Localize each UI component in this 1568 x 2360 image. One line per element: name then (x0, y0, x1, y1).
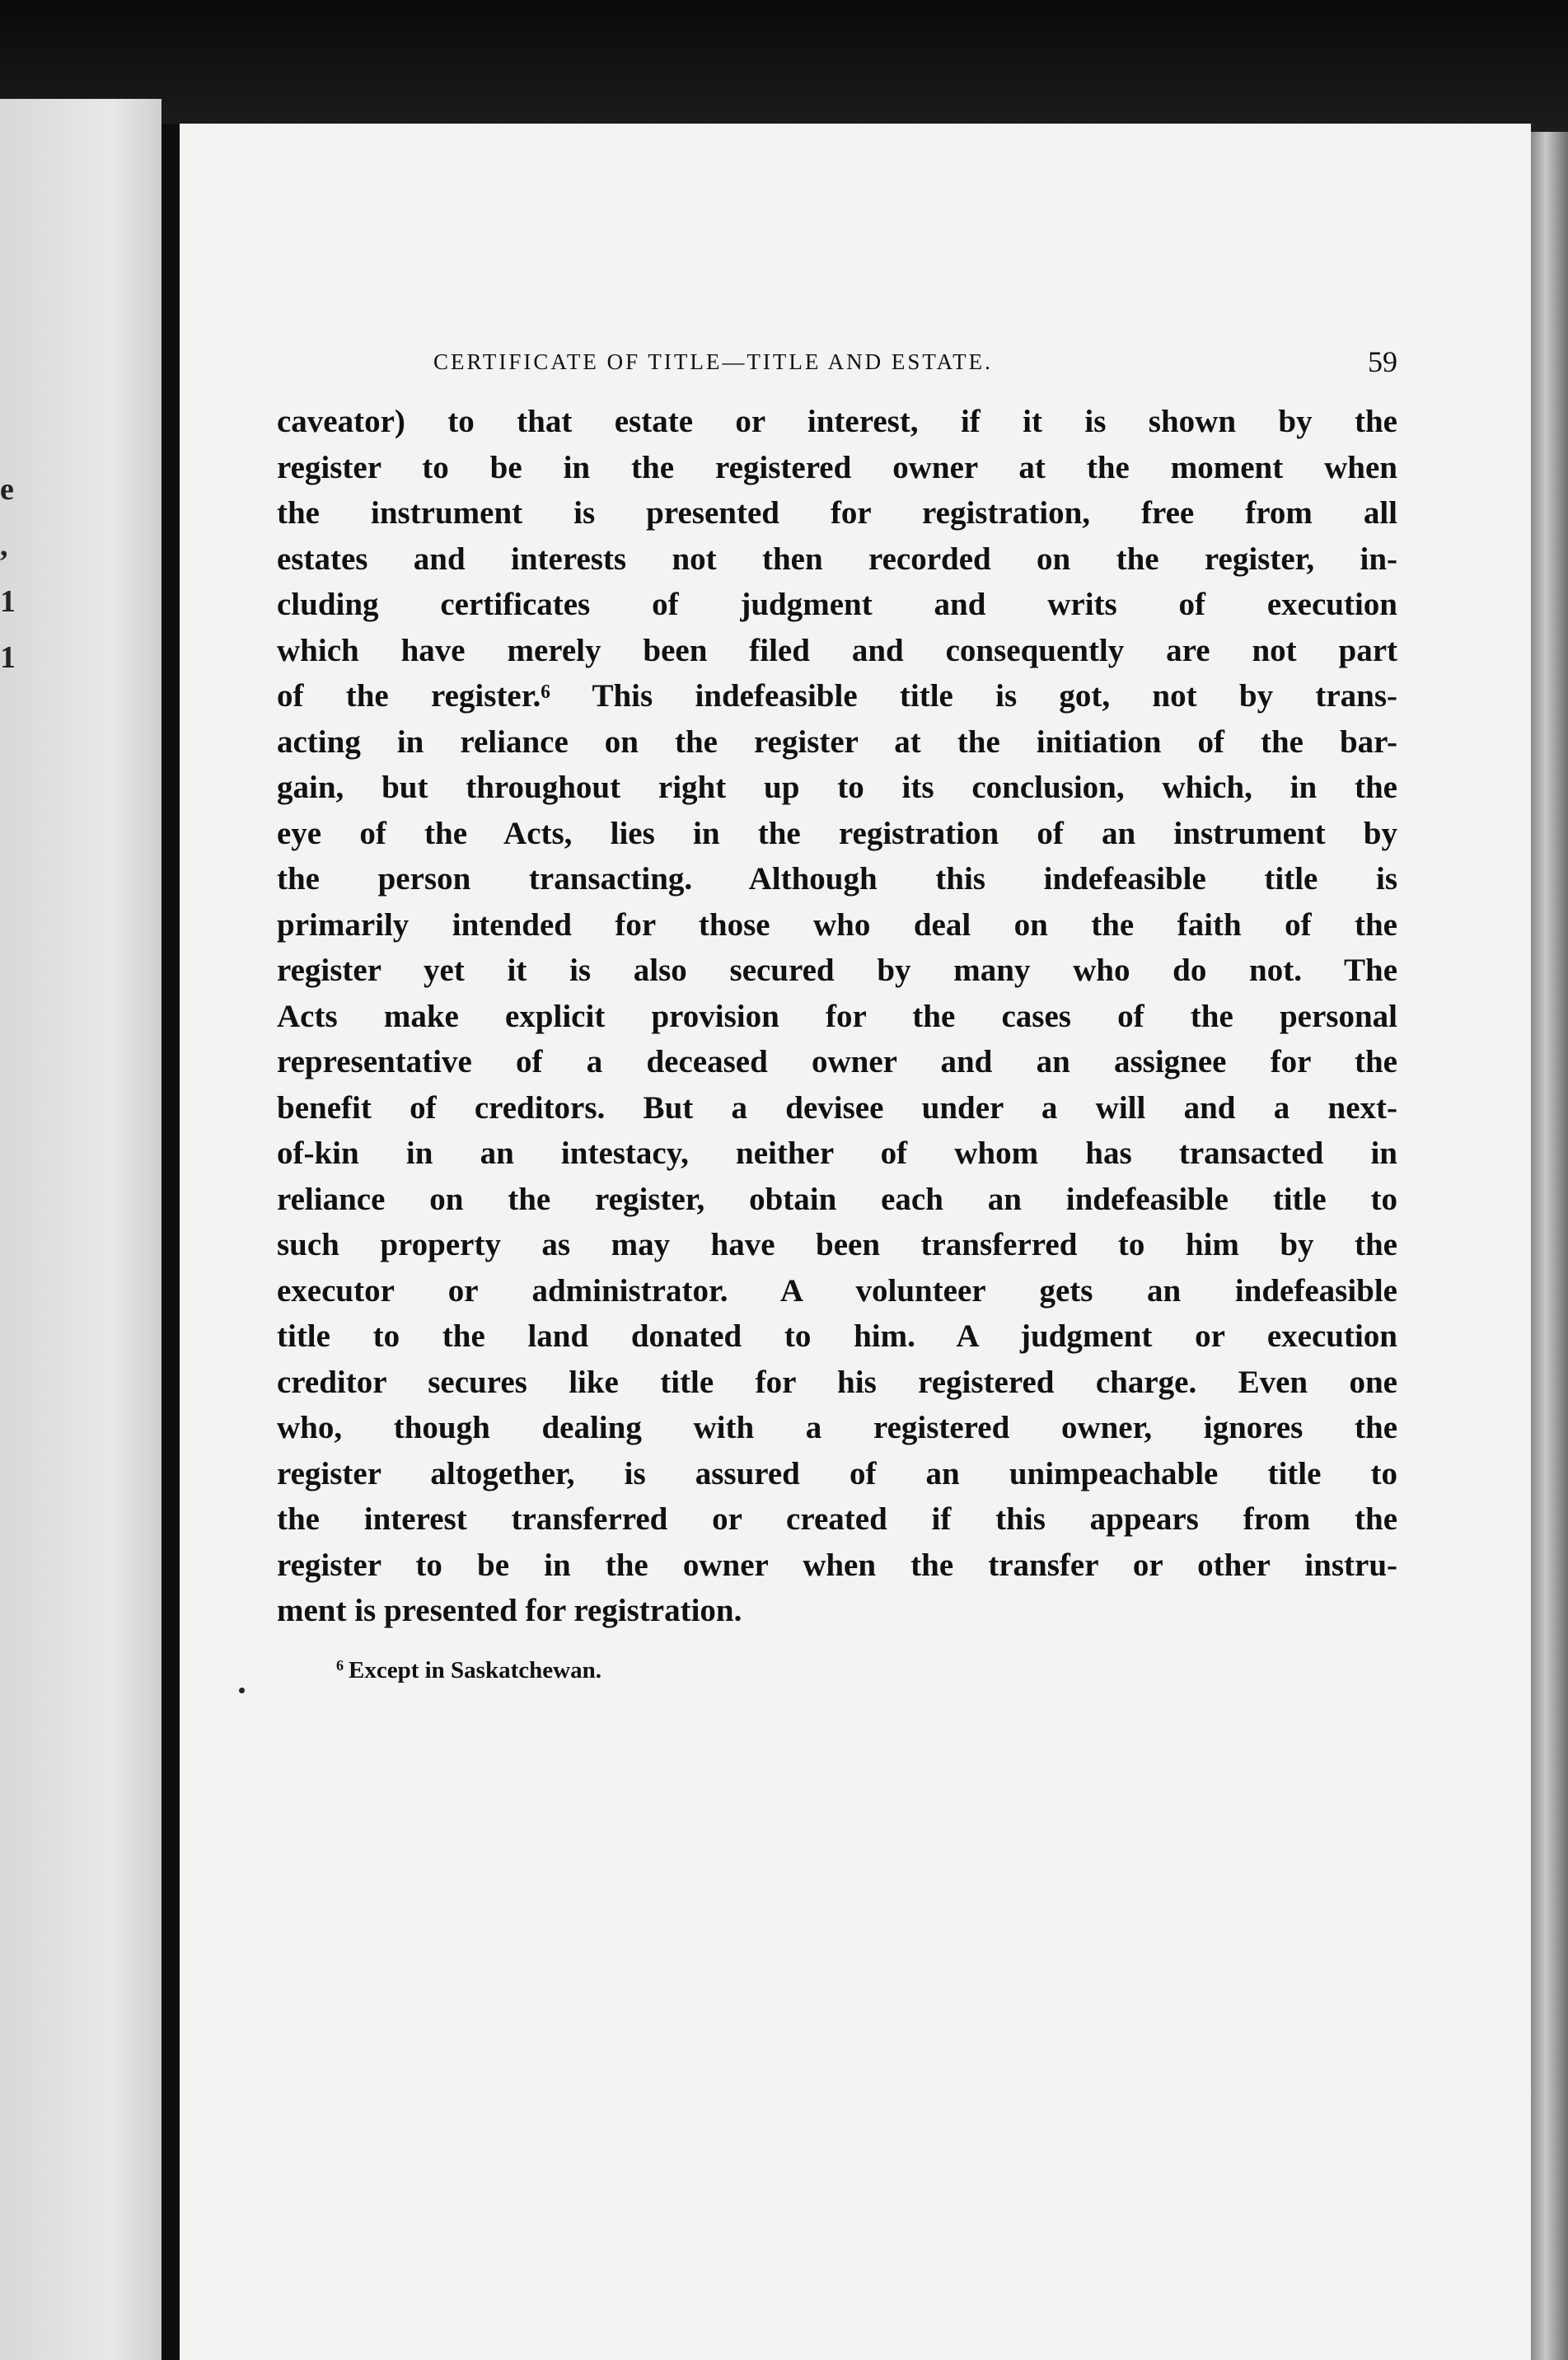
text-line: register altogether, is assured of an unimpeachable title to (277, 1455, 1397, 1491)
footnote-mark: 6 (336, 1656, 344, 1674)
text-line: eye of the Acts, lies in the registration of an instrument by (277, 815, 1397, 851)
text-line: such property as may have been transferred to him by the (277, 1227, 1397, 1262)
text-line: primarily intended for those who deal on the faith of the (277, 906, 1397, 943)
text-line: which have merely been filed and consequently are not part (277, 632, 1397, 668)
text-line: executor or administrator. A volunteer gets an indefeasible (277, 1272, 1397, 1309)
page-content (277, 338, 1397, 1684)
page-stack-edge (1531, 132, 1568, 2360)
scan-background (0, 0, 1568, 132)
facing-page-fragments (0, 461, 25, 742)
text-line: gain, but throughout right up to its conclusion, which, in the (277, 770, 1397, 805)
page-number: 59 (1368, 345, 1397, 378)
text-line: creditor secures like title for his registered charge. Even one (277, 1364, 1397, 1400)
running-head (277, 338, 1397, 387)
footnote (336, 1657, 1397, 1684)
text-line: representative of a deceased owner and an assignee for the (277, 1044, 1397, 1079)
text-line: the interest transferred or created if this appears from the (277, 1501, 1397, 1537)
text-line: ment is presented for registration. (277, 1593, 742, 1628)
text-line: title to the land donated to him. A judgment or execution (277, 1318, 1397, 1354)
fragment-char: , (0, 528, 8, 563)
text-line: cluding certificates of judgment and writs of execution (277, 587, 1397, 622)
fragment-char: 1 (0, 584, 16, 619)
text-line: benefit of creditors. But a devisee under a will and a next- (277, 1089, 1397, 1126)
text-line: acting in reliance on the register at the initiation of the bar- (277, 723, 1397, 760)
footnote-text: Except in Saskatchewan. (349, 1656, 601, 1683)
facing-page-edge (0, 99, 161, 2360)
text-line: of-kin in an intestacy, neither of whom has transacted in (277, 1136, 1397, 1171)
running-title: CERTIFICATE OF TITLE—TITLE AND ESTATE. (433, 349, 993, 374)
text-line: of the register.⁶ This indefeasible title is got, not by trans- (277, 678, 1397, 714)
text-line: estates and interests not then recorded on the register, in- (277, 541, 1397, 577)
book-page (180, 124, 1531, 2360)
body-paragraph (277, 399, 1397, 1634)
margin-dot (239, 1688, 245, 1693)
text-line: register yet it is also secured by many who do not. The (277, 953, 1397, 988)
text-line: register to be in the owner when the transfer or other instru- (277, 1547, 1397, 1583)
text-line: register to be in the registered owner at the moment when (277, 449, 1397, 485)
text-line: caveator) to that estate or interest, if it is shown by the (277, 404, 1397, 439)
fragment-char: 1 (0, 640, 16, 675)
text-line: the person transacting. Although this indefeasible title is (277, 861, 1397, 897)
text-line: who, though dealing with a registered owner, ignores the (277, 1410, 1397, 1445)
fragment-char: e (0, 472, 14, 507)
book-gutter (161, 124, 180, 2360)
text-line: Acts make explicit provision for the cases of the personal (277, 998, 1397, 1034)
text-line: reliance on the register, obtain each an indefeasible title to (277, 1181, 1397, 1217)
text-line: the instrument is presented for registration, free from all (277, 495, 1397, 531)
